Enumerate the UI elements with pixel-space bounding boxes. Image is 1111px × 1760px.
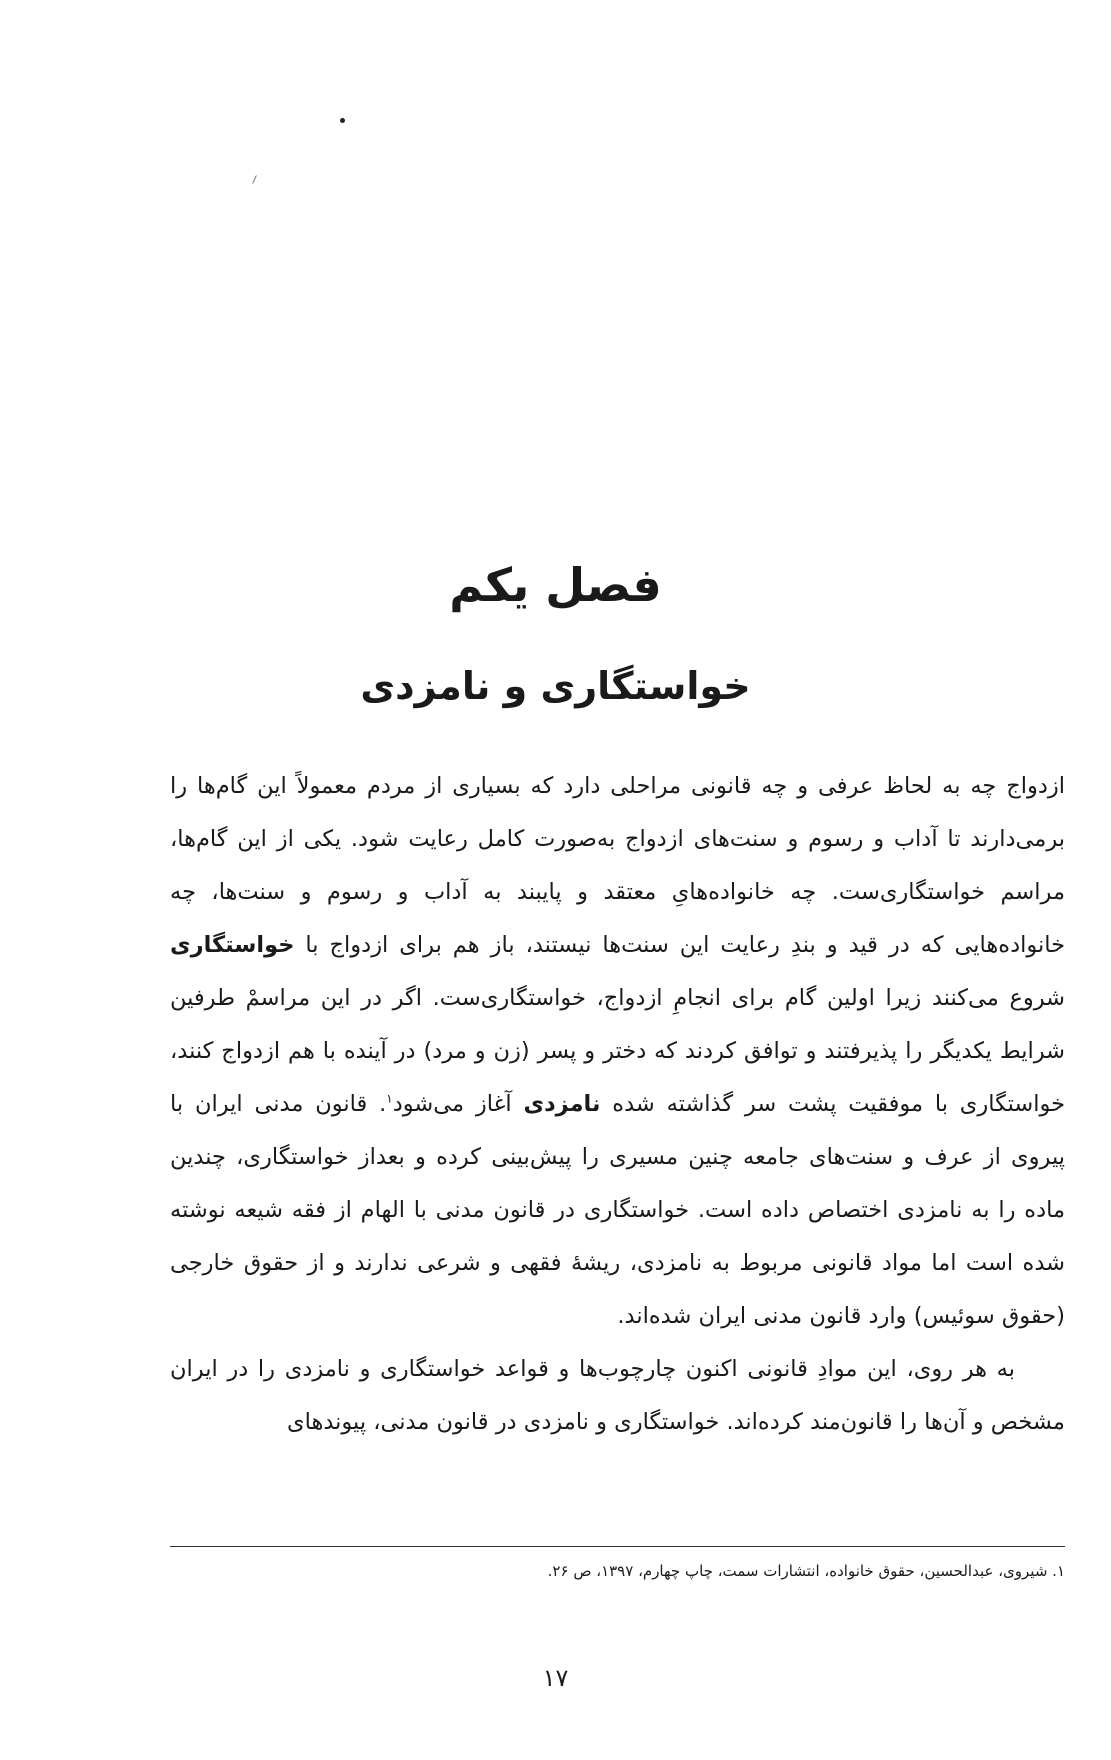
- footnote: ۱. شیروی، عبدالحسین، حقوق خانواده، انتشارات سمت، چاپ چهارم، ۱۳۹۷، ص ۲۶.: [547, 1562, 1065, 1580]
- scan-mark: [252, 175, 257, 184]
- chapter-title: خواستگاری و نامزدی: [360, 664, 751, 708]
- footnote-ref[interactable]: ۱: [386, 1091, 393, 1106]
- footnote-divider: [170, 1546, 1065, 1547]
- bold-term-namzadi: نامزدی: [523, 1091, 601, 1117]
- paragraph-1: ازدواج چه به لحاظ عرفی و چه قانونی مراحلی دارد که بسیاری از مردم معمولاً این گام‌ها را برمی‌دارند تا آداب و رسوم و سنت‌های ازدواج به‌صورت کامل رعایت شود. یکی از این گام‌ها، مراسم خواستگاری‌ست. چه خانواده‌هایِ معتقد و پایبند به آداب و رسوم و سنت‌ها، چه خانواده‌هایی که در قید و بندِ رعایت این سنت‌ها نیستند، باز هم برای ازدواج با خواستگاری شروع می‌کنند زیرا اولین گام برای انجامِ ازدواج، خواستگاری‌ست. اگر در این مراسمْ طرفین شرایط یکدیگر را پذیرفتند و توافق کردند که دختر و پسر (زن و مرد) در آینده با هم ازدواج کنند، خواستگاری با موفقیت پشت سر گذاشته شده نامزدی آغاز می‌شود$^۱$. قانون مدنی ایران با پیروی از عرف و سنت‌های جامعه چنین مسیری را پیش‌بینی کرده و بعداز خواستگاری، چندین ماده را به نامزدی اختصاص داده است. خواستگاری در قانون مدنی با الهام از فقه شیعه نوشته شده است اما مواد قانونی مربوط به نامزدی، ریشهٔ فقهی و شرعی ندارند و از حقوق خارجی (حقوق سوئیس) وارد قانون مدنی ایران شده‌اند.: [170, 773, 1065, 1329]
- page-number: ۱۷: [542, 1664, 569, 1692]
- paragraph-2: به هر روی، این موادِ قانونی اکنون چارچوب‌ها و قواعد خواستگاری و نامزدی را در ایران مشخص و آن‌ها را قانون‌مند کرده‌اند. خواستگاری و نامزدی در قانون مدنی، پیوندهای: [170, 1356, 1065, 1435]
- scan-speck: [340, 118, 345, 123]
- chapter-label: فصل یکم: [449, 558, 662, 612]
- body-text: [170, 760, 1065, 1449]
- bold-term-khastegari: خواستگاری: [170, 932, 295, 958]
